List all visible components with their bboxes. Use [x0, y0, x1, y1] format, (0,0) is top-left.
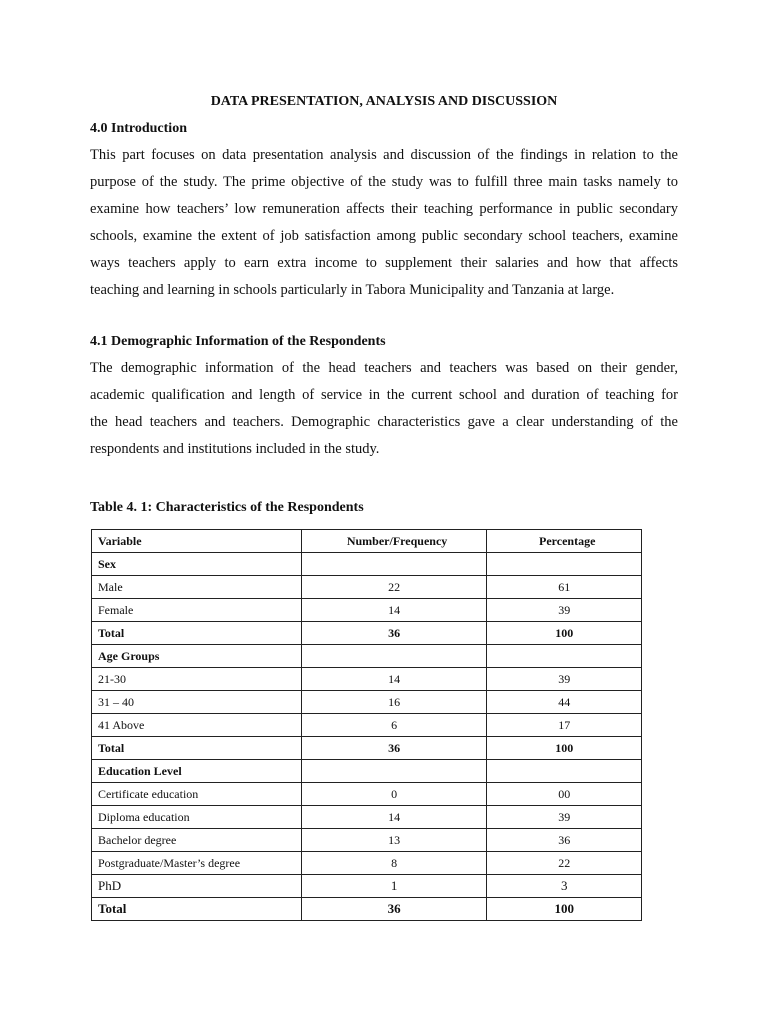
demographic-paragraph	[90, 355, 678, 463]
cell-variable: Total	[92, 898, 302, 921]
intro-line: examine how teachers’ low remuneration affects their teaching performance in public secondary	[90, 201, 678, 217]
cell-variable: Certificate education	[92, 783, 302, 806]
intro-line: teaching and learning in schools particularly in Tabora Municipality and Tanzania at large.	[90, 282, 615, 298]
table-row	[92, 714, 642, 737]
table-row-total	[92, 737, 642, 760]
cell-frequency: 0	[301, 783, 487, 806]
cell-frequency: 36	[301, 737, 487, 760]
intro-heading: 4.0 Introduction	[90, 121, 187, 136]
cell-percentage: 39	[487, 806, 642, 829]
respondents-table	[91, 529, 642, 921]
cell-variable: 31 – 40	[92, 691, 302, 714]
cell-percentage: 00	[487, 783, 642, 806]
cell-frequency	[301, 553, 487, 576]
table-row	[92, 806, 642, 829]
table-row	[92, 852, 642, 875]
table-row-section	[92, 553, 642, 576]
table-row-section	[92, 645, 642, 668]
table-row	[92, 783, 642, 806]
cell-variable: Sex	[92, 553, 302, 576]
table-row	[92, 668, 642, 691]
cell-variable: 21-30	[92, 668, 302, 691]
cell-variable: Female	[92, 599, 302, 622]
cell-percentage: 22	[487, 852, 642, 875]
intro-line: schools, examine the extent of job satisfaction among public secondary school teachers, examine	[90, 228, 678, 244]
cell-percentage	[487, 553, 642, 576]
demographic-heading: 4.1 Demographic Information of the Respondents	[90, 334, 386, 349]
cell-frequency: 36	[301, 622, 487, 645]
demographic-line: respondents and institutions included in the study.	[90, 441, 380, 457]
demographic-line: The demographic information of the head teachers and teachers was based on their gender,	[90, 360, 678, 376]
cell-variable: Postgraduate/Master’s degree	[92, 852, 302, 875]
demographic-line: academic qualification and length of service in the current school and duration of teaching for	[90, 387, 678, 403]
cell-percentage	[487, 760, 642, 783]
cell-variable: Age Groups	[92, 645, 302, 668]
cell-variable: Diploma education	[92, 806, 302, 829]
cell-percentage: 39	[487, 668, 642, 691]
column-header-frequency: Number/Frequency	[301, 530, 487, 553]
cell-frequency: 14	[301, 599, 487, 622]
cell-percentage: 36	[487, 829, 642, 852]
cell-percentage: 3	[487, 875, 642, 898]
table-row-section	[92, 760, 642, 783]
column-header-percentage: Percentage	[487, 530, 642, 553]
cell-percentage: 100	[487, 622, 642, 645]
intro-line: ways teachers apply to earn extra income to supplement their salaries and how that affects	[90, 255, 678, 271]
column-header-variable: Variable	[92, 530, 302, 553]
cell-percentage: 39	[487, 599, 642, 622]
document-title: DATA PRESENTATION, ANALYSIS AND DISCUSSION	[210, 94, 558, 109]
cell-frequency: 16	[301, 691, 487, 714]
cell-percentage: 100	[487, 898, 642, 921]
cell-frequency: 6	[301, 714, 487, 737]
cell-frequency: 14	[301, 668, 487, 691]
intro-paragraph	[90, 142, 678, 304]
table-caption: Table 4. 1: Characteristics of the Respondents	[90, 500, 364, 515]
table-header-row	[92, 530, 642, 553]
table-row-total	[92, 622, 642, 645]
cell-frequency: 36	[301, 898, 487, 921]
cell-percentage: 61	[487, 576, 642, 599]
intro-line: This part focuses on data presentation analysis and discussion of the findings in relation to the	[90, 147, 678, 163]
table-row	[92, 829, 642, 852]
demographic-line: the head teachers and teachers. Demographic characteristics gave a clear understanding of the	[90, 414, 678, 430]
cell-variable: 41 Above	[92, 714, 302, 737]
cell-frequency: 22	[301, 576, 487, 599]
cell-frequency: 1	[301, 875, 487, 898]
table-row-total	[92, 898, 642, 921]
cell-variable: Education Level	[92, 760, 302, 783]
cell-variable: Total	[92, 622, 302, 645]
cell-percentage: 44	[487, 691, 642, 714]
cell-frequency	[301, 645, 487, 668]
cell-frequency: 8	[301, 852, 487, 875]
table-row	[92, 691, 642, 714]
cell-frequency: 13	[301, 829, 487, 852]
intro-line: purpose of the study. The prime objective of the study was to fulfill three main tasks namely to	[90, 174, 678, 190]
cell-percentage: 17	[487, 714, 642, 737]
cell-percentage: 100	[487, 737, 642, 760]
cell-variable: PhD	[92, 875, 302, 898]
cell-percentage	[487, 645, 642, 668]
cell-variable: Bachelor degree	[92, 829, 302, 852]
cell-variable: Male	[92, 576, 302, 599]
table-row	[92, 875, 642, 898]
cell-frequency	[301, 760, 487, 783]
table-row	[92, 599, 642, 622]
table-row	[92, 576, 642, 599]
cell-variable: Total	[92, 737, 302, 760]
cell-frequency: 14	[301, 806, 487, 829]
